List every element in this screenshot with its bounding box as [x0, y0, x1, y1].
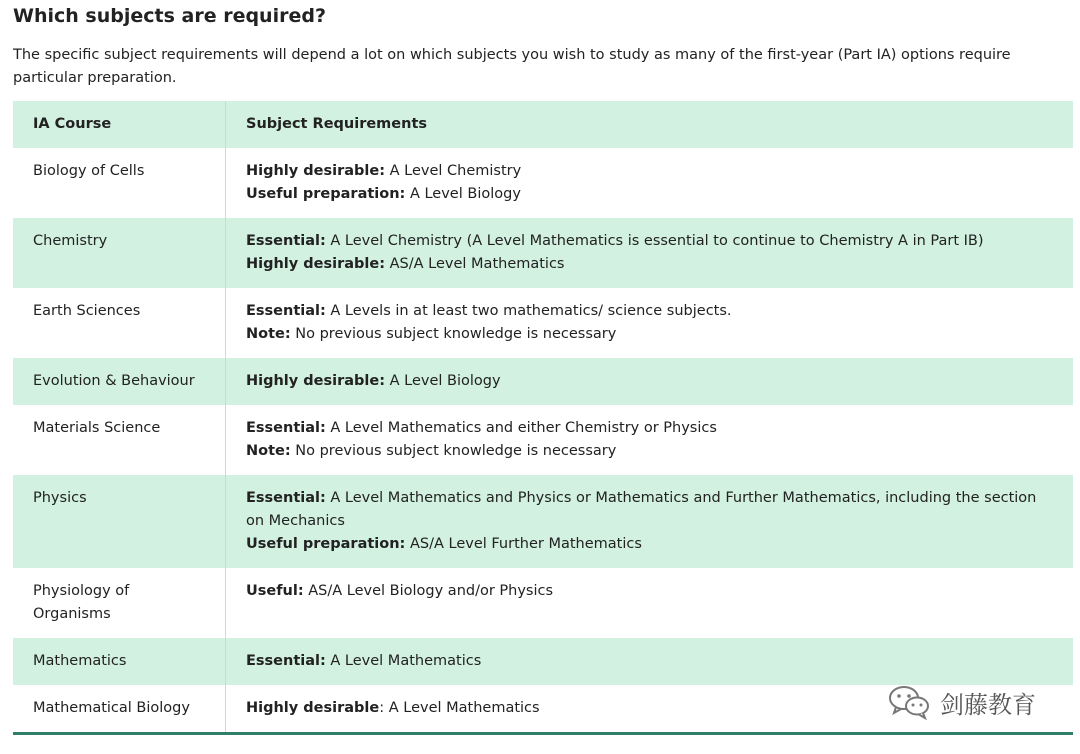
- requirement-label: Highly desirable:: [246, 373, 386, 389]
- intro-paragraph: The specific subject requirements will depend a lot on which subjects you wish to study as many of the first-year (Part IA) options require particular preparation.: [13, 47, 1011, 86]
- requirements-cell: [226, 218, 1074, 288]
- requirement-text: A Level Mathematics and Physics or Mathematics and Further Mathematics, including the section on Mechanics: [246, 490, 1037, 529]
- course-cell: Materials Science: [13, 405, 226, 475]
- table-row: [13, 568, 1073, 638]
- requirement-text: AS/A Level Biology and/or Physics: [303, 583, 554, 599]
- requirement-label: Highly desirable:: [246, 256, 386, 272]
- requirement-label: Essential:: [246, 303, 326, 319]
- table-row: [13, 218, 1073, 288]
- requirement-text: A Levels in at least two mathematics/ science subjects.: [325, 303, 732, 319]
- header-ia-course: IA Course: [13, 101, 226, 148]
- requirement-text: A Level Biology: [405, 186, 521, 202]
- requirement-label: Essential:: [246, 420, 326, 436]
- wechat-icon: [888, 684, 932, 720]
- requirements-cell: [226, 475, 1074, 568]
- requirement-text: : A Level Mathematics: [379, 700, 540, 716]
- course-cell: Mathematics: [13, 638, 226, 685]
- requirement-line: [246, 300, 1053, 323]
- table-header-row: [13, 101, 1073, 148]
- table-row: [13, 405, 1073, 475]
- requirement-text: A Level Mathematics: [325, 653, 482, 669]
- requirement-line: [246, 160, 1053, 183]
- table-row: [13, 638, 1073, 685]
- requirement-text: No previous subject knowledge is necessary: [290, 326, 617, 342]
- requirement-line: [246, 230, 1053, 253]
- requirements-cell: [226, 288, 1074, 358]
- requirement-line: [246, 440, 1053, 463]
- watermark-text: 剑藤教育: [940, 690, 1036, 719]
- requirement-line: [246, 183, 1053, 206]
- requirements-table: [13, 101, 1073, 735]
- requirements-cell: [226, 148, 1074, 218]
- requirement-label: Useful preparation:: [246, 536, 406, 552]
- requirements-cell: [226, 638, 1074, 685]
- table-row: [13, 358, 1073, 405]
- course-cell: Physiology of Organisms: [13, 568, 226, 638]
- course-cell: Mathematical Biology: [13, 685, 226, 734]
- course-cell: Evolution & Behaviour: [13, 358, 226, 405]
- header-subject-requirements: Subject Requirements: [246, 116, 428, 132]
- requirement-text: AS/A Level Further Mathematics: [405, 536, 642, 552]
- requirement-line: [246, 487, 1053, 533]
- requirements-cell: [226, 568, 1074, 638]
- requirement-label: Essential:: [246, 490, 326, 506]
- requirement-line: [246, 323, 1053, 346]
- course-cell: Biology of Cells: [13, 148, 226, 218]
- requirement-label: Essential:: [246, 233, 326, 249]
- requirement-line: [246, 650, 1053, 673]
- requirement-label: Highly desirable:: [246, 163, 386, 179]
- requirement-text: A Level Mathematics and either Chemistry or Physics: [325, 420, 717, 436]
- table-row: [13, 148, 1073, 218]
- requirement-text: AS/A Level Mathematics: [385, 256, 565, 272]
- watermark: [888, 684, 1036, 720]
- page-title: Which subjects are required?: [13, 5, 326, 27]
- requirements-cell: [226, 358, 1074, 405]
- requirement-label: Useful:: [246, 583, 304, 599]
- requirement-label: Note:: [246, 443, 291, 459]
- course-cell: Earth Sciences: [13, 288, 226, 358]
- requirement-line: [246, 417, 1053, 440]
- requirement-line: [246, 533, 1053, 556]
- requirements-cell: [226, 405, 1074, 475]
- requirement-label: Useful preparation:: [246, 186, 406, 202]
- requirement-line: [246, 370, 1053, 393]
- requirement-label: Note:: [246, 326, 291, 342]
- table-row: [13, 475, 1073, 568]
- requirement-line: [246, 253, 1053, 276]
- requirement-text: A Level Chemistry: [385, 163, 522, 179]
- course-cell: Chemistry: [13, 218, 226, 288]
- requirement-line: [246, 580, 1053, 603]
- course-cell: Physics: [13, 475, 226, 568]
- requirement-text: A Level Chemistry (A Level Mathematics is essential to continue to Chemistry A in Part IB): [325, 233, 984, 249]
- requirement-label: Highly desirable: [246, 700, 380, 716]
- table-row: [13, 288, 1073, 358]
- requirement-text: A Level Biology: [385, 373, 501, 389]
- requirement-label: Essential:: [246, 653, 326, 669]
- requirement-text: No previous subject knowledge is necessary: [290, 443, 617, 459]
